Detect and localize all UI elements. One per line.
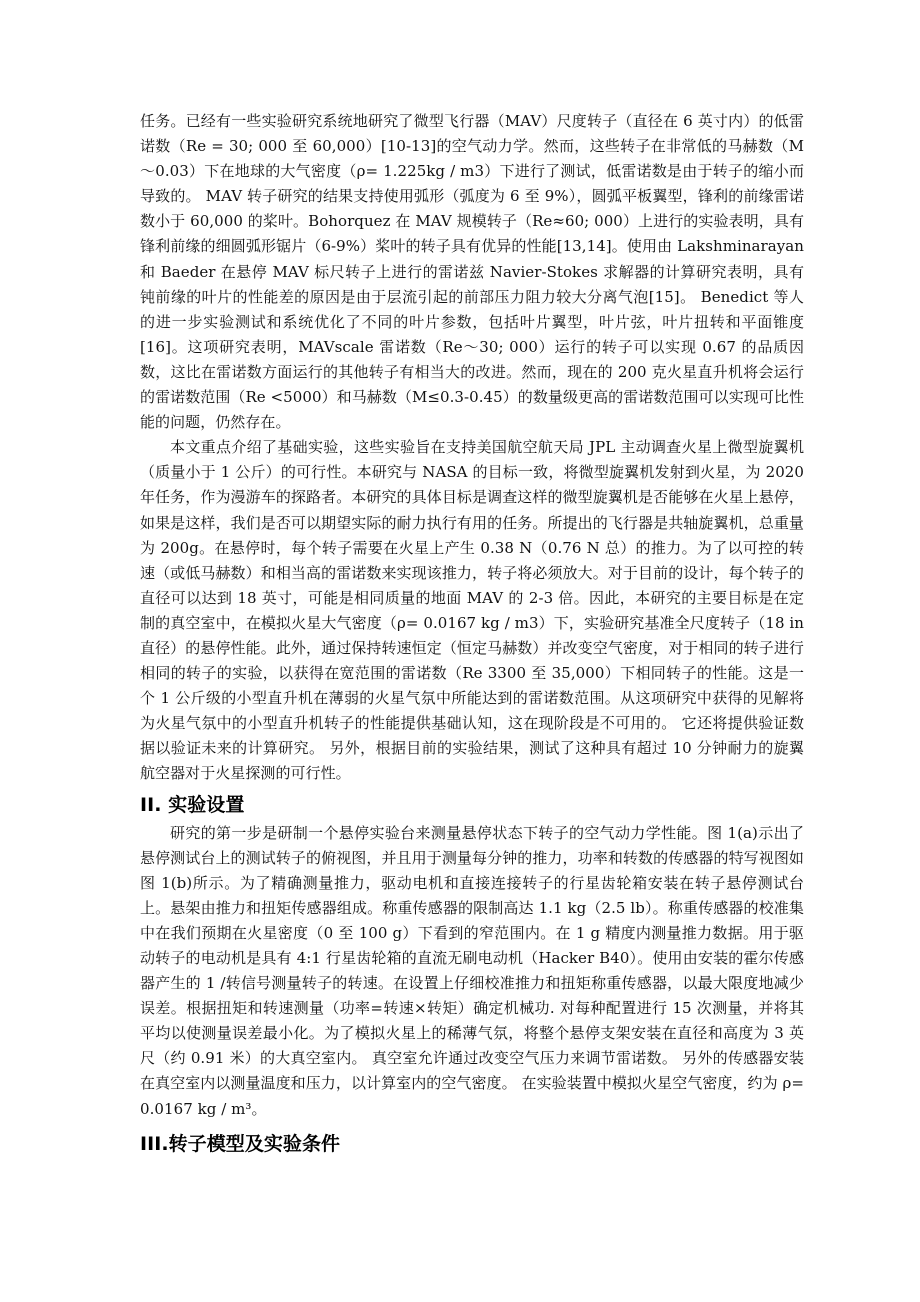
paper-page: [140, 109, 804, 1156]
paragraph-study-focus: 本文重点介绍了基础实验，这些实验旨在支持美国航空航天局 JPL 主动调查火星上微型旋翼机（质量小于 1 公斤）的可行性。本研究与 NASA 的目标一致，将微型旋翼机发射到火星，为 2020 年任务，作为漫游车的探路者。本研究的具体目标是调查这样的微型旋翼机是否能够在火星上悬停，如果是这样，我们是否可以期望实际的耐力执行有用的任务。所提出的飞行器是共轴旋翼机，总重量为 200g。在悬停时，每个转子需要在火星上产生 0.38 N（0.76 N 总）的推力。为了以可控的转速（或低马赫数）和相当高的雷诺数来实现该推力，转子将必须放大。对于目前的设计，每个转子的直径可以达到 18 英寸，可能是相同质量的地面 MAV 的 2-3 倍。因此，本研究的主要目标是在定制的真空室中，在模拟火星大气密度（ρ= 0.0167 kg / m3）下，实验研究基准全尺度转子（18 in 直径）的悬停性能。此外，通过保持转速恒定（恒定马赫数）并改变空气密度，对于相同的转子进行相同的转子的实验，以获得在宽范围的雷诺数（Re 3300 至 35,000）下相同转子的性能。这是一个 1 公斤级的小型直升机在薄弱的火星气氛中所能达到的雷诺数范围。从这项研究中获得的见解将为火星气氛中的小型直升机转子的性能提供基础认知，这在现阶段是不可用的。 它还将提供验证数据以验证未来的计算研究。 另外，根据目前的实验结果，测试了这种具有超过 10 分钟耐力的旋翼航空器对于火星探测的可行性。: [140, 438, 804, 783]
section-heading-experimental-setup: II. 实验设置: [140, 793, 245, 816]
paragraph-mav-rotor-research: 任务。已经有一些实验研究系统地研究了微型飞行器（MAV）尺度转子（直径在 6 英寸内）的低雷诺数（Re = 30; 000 至 60,000）[10-13]的空气动力学。然而，这些转子在非常低的马赫数（M～0.03）下在地球的大气密度（ρ= 1.225kg / m3）下进行了测试，低雷诺数是由于转子的缩小而导致的。 MAV 转子研究的结果支持使用弧形（弧度为 6 至 9%），圆弧平板翼型，锋利的前缘雷诺数小于 60,000 的桨叶。Bohorquez 在 MAV 规模转子（Re≈60; 000）上进行的实验表明，具有锋利前缘的细圆弧形锯片（6-9%）桨叶的转子具有优异的性能[13,14]。使用由 Lakshminarayan 和 Baeder 在悬停 MAV 标尺转子上进行的雷诺兹 Navier-Stokes 求解器的计算研究表明，具有钝前缘的叶片的性能差的原因是由于层流引起的前部压力阻力较大分离气泡[15]。 Benedict 等人的进一步实验测试和系统优化了不同的叶片参数，包括叶片翼型，叶片弦，叶片扭转和平面锥度[16]。这项研究表明，MAVscale 雷诺数（Re～30; 000）运行的转子可以实现 0.67 的品质因数，这比在雷诺数方面运行的其他转子有相当大的改进。然而，现在的 200 克火星直升机将会运行的雷诺数范围（Re <5000）和马赫数（M≤0.3-0.45）的数量级更高的雷诺数范围可以实现可比性能的问题，仍然存在。: [140, 112, 804, 432]
paragraph-experimental-setup: 研究的第一步是研制一个悬停实验台来测量悬停状态下转子的空气动力学性能。图 1(a)示出了悬停测试台上的测试转子的俯视图，并且用于测量每分钟的推力，功率和转数的传感器的特写视图如图 1(b)所示。为了精确测量推力，驱动电机和直接连接转子的行星齿轮箱安装在转子悬停测试台上。悬架由推力和扭矩传感器组成。称重传感器的限制高达 1.1 kg（2.5 lb）。称重传感器的校准集中在我们预期在火星密度（0 至 100 g）下看到的窄范围内。在 1 g 精度内测量推力数据。用于驱动转子的电动机是具有 4:1 行星齿轮箱的直流无刷电动机（Hacker B40）。使用由安装的霍尔传感器产生的 1 /转信号测量转子的转速。在设置上仔细校准推力和扭矩称重传感器，以最大限度地减少误差。根据扭矩和转速测量（功率=转速×转矩）确定机械功. 对每种配置进行 15 次测量，并将其平均以使测量误差最小化。为了模拟火星上的稀薄气氛，将整个悬停支架安装在直径和高度为 3 英尺（约 0.91 米）的大真空室内。 真空室允许通过改变空气压力来调节雷诺数。 另外的传感器安装在真空室内以测量温度和压力，以计算室内的空气密度。 在实验装置中模拟火星空气密度，约为 ρ= 0.0167 kg / m³。: [140, 823, 804, 1118]
section-heading-rotor-model: III.转子模型及实验条件: [140, 1132, 341, 1155]
